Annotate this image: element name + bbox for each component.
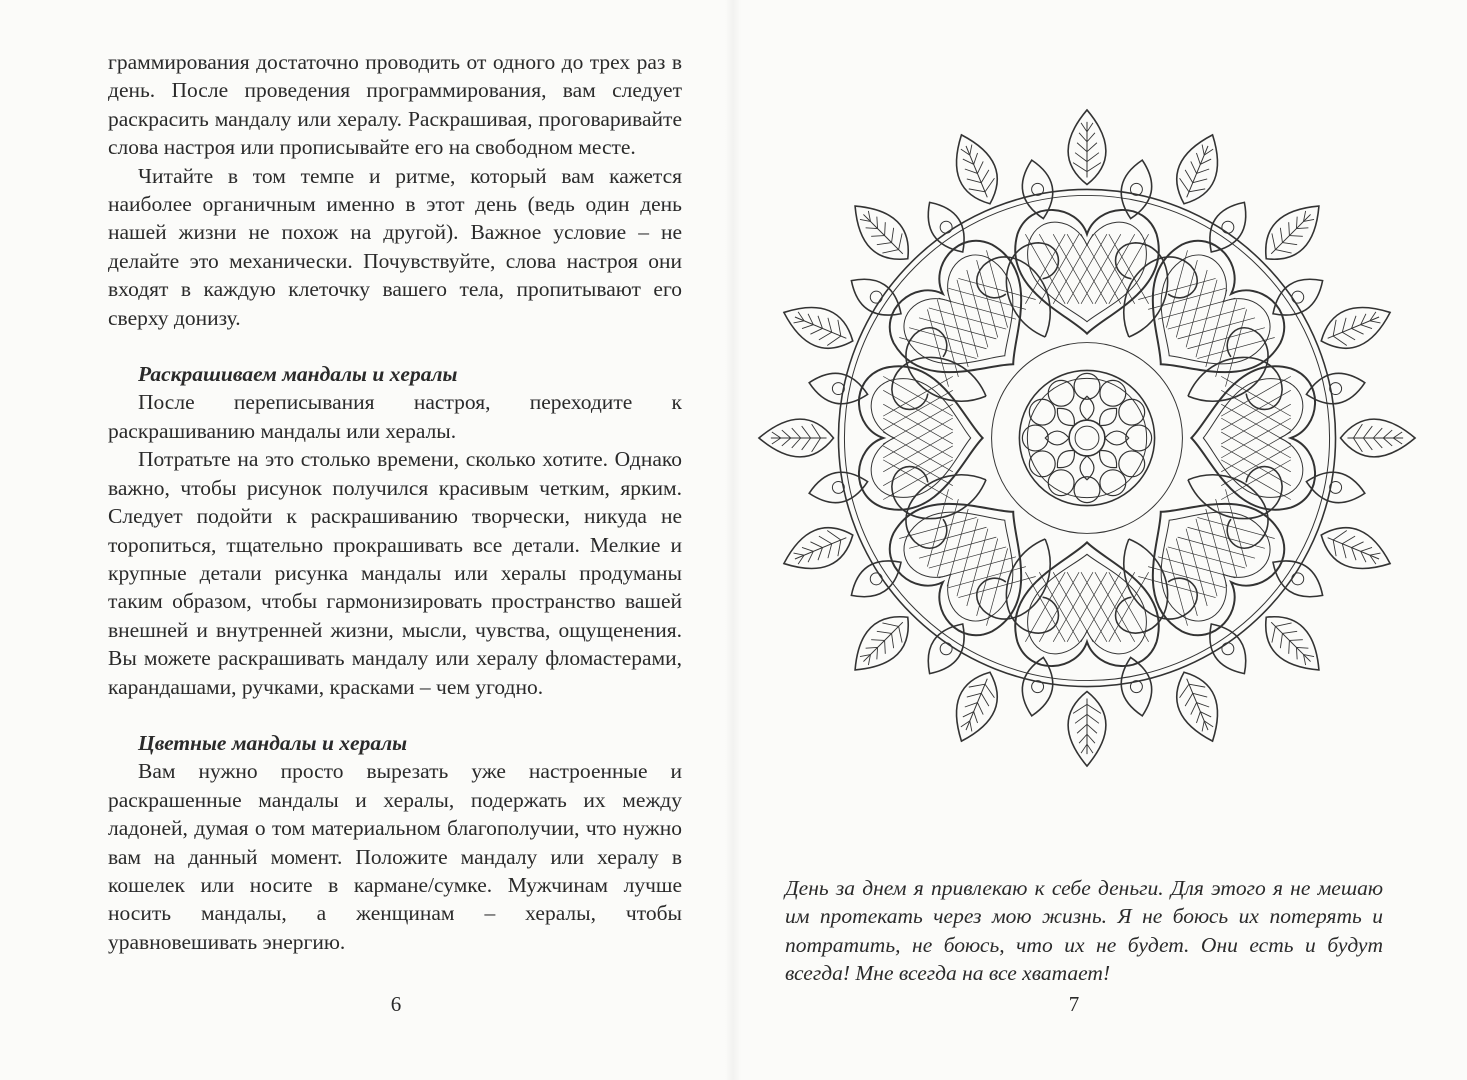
- left-page: [0, 0, 733, 1080]
- left-page-text: [108, 48, 682, 956]
- mandala-illustration: [749, 100, 1425, 776]
- page-number-right: 7: [1068, 992, 1080, 1016]
- right-page: [733, 0, 1467, 1080]
- paragraph: граммирования достаточно проводить от одного до трех раз в день. После проведения программирования, вам следует раскрасить мандалу или хералу. Раскрашивая, проговаривайте слова настроя или прописывайте его на свободном месте.: [108, 50, 682, 160]
- paragraph: Потратьте на это столько времени, сколько хотите. Однако важно, чтобы рисунок получился красивым четким, ярким. Следует подойти к раскрашиванию творчески, никуда не торопиться, тщательно прокрашивать все детали. Мелкие и крупные детали рисунка мандалы или хералы продуманы таким образом, чтобы гармонизировать пространство вашей внешней и внутренней жизни, мысли, чувства, ощущенения. Вы можете раскрашивать мандалу или хералу фломастерами, карандашами, ручками, красками – чем угодно.: [108, 447, 682, 699]
- section-heading-coloring: Раскрашиваем мандалы и хералы: [138, 362, 458, 387]
- paragraph: После переписывания настроя, переходите к раскрашиванию мандалы или хералы.: [108, 390, 682, 443]
- affirmation-text: День за днем я привлекаю к себе деньги. Для этого я не мешаю им протекать через мою жизнь. Я не боюсь их потерять и потратить, не боюсь, что их не будет. Они есть и будут всегда! Мне всегда на все хватает!: [785, 876, 1383, 986]
- section-heading-colored-mandalas: Цветные мандалы и хералы: [138, 730, 408, 755]
- paragraph: Читайте в том темпе и ритме, который вам кажется наиболее органичным именно в этот день (ведь один день нашей жизни не похож на другой). Важное условие – не делайте это механически. Почувствуйте, слова настроя они входят в каждую клеточку вашего тела, пропитывают его сверху донизу.: [108, 163, 682, 330]
- page-number-left: 6: [390, 992, 402, 1016]
- paragraph: Вам нужно просто вырезать уже настроенные и раскрашенные мандалы и хералы, подержать их между ладоней, думая о том материальном благополучии, что нужно вам на данный момент. Положите мандалу или хералу в кошелек или носите в кармане/сумке. Мужчинам лучше носить мандалы, а женщинам – хералы, чтобы уравновешивать энергию.: [108, 759, 682, 954]
